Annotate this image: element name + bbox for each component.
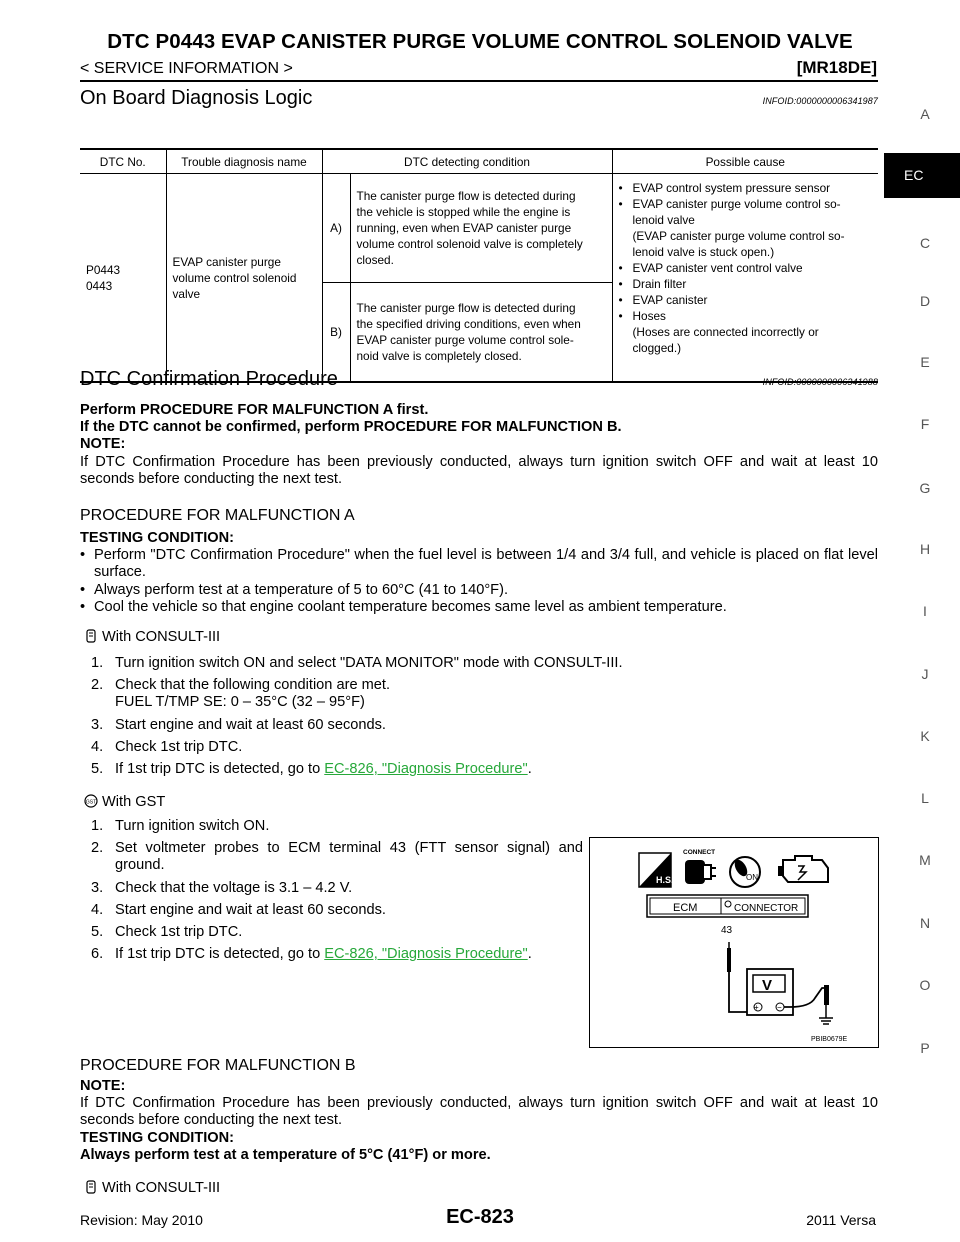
with-consult-heading — [84, 629, 220, 646]
cond-line: the vehicle is stopped while the engine is — [356, 205, 571, 219]
tab-a[interactable]: A — [920, 106, 930, 122]
bullet: • — [618, 181, 623, 195]
step-text: Turn ignition switch ON and select "DATA MONITOR" mode with CONSULT-III. — [115, 655, 623, 671]
tab-f[interactable]: F — [920, 416, 930, 432]
svg-text:GST: GST — [85, 799, 97, 806]
cause-item: lenoid valve — [632, 213, 695, 227]
consult-tool-icon — [84, 1180, 98, 1194]
step-number: 3. — [91, 879, 104, 896]
intro-block — [80, 402, 878, 488]
voltmeter-figure — [589, 837, 879, 1048]
tab-l[interactable]: L — [921, 790, 929, 806]
figure-code: PBIB0679E — [811, 1036, 848, 1043]
dtc-code-alt: 0443 — [86, 278, 113, 293]
dtc-code: P0443 — [86, 262, 121, 277]
bullet — [619, 340, 633, 356]
tab-p[interactable]: P — [920, 1040, 930, 1056]
on-text: ON — [746, 873, 758, 882]
procedure-b-title: PROCEDURE FOR MALFUNCTION B — [80, 1057, 356, 1074]
tab-e[interactable]: E — [920, 354, 930, 370]
step-text: Check 1st trip DTC. — [115, 738, 243, 755]
tab-k[interactable]: K — [920, 728, 930, 744]
procedure-a-title: PROCEDURE FOR MALFUNCTION A — [80, 507, 355, 524]
bullet — [619, 324, 633, 340]
terminal-number: 43 — [721, 925, 733, 936]
step-number: 5. — [91, 761, 104, 778]
step-text: Turn ignition switch ON. — [115, 818, 270, 834]
bullet: • — [618, 261, 623, 275]
diagnosis-procedure-link[interactable]: EC-826, "Diagnosis Procedure" — [324, 946, 528, 963]
disconnected-connector-icon — [683, 849, 716, 884]
step-text-post: . — [527, 946, 532, 963]
consult-tool-icon — [84, 629, 98, 643]
ignition-on-icon — [730, 857, 760, 887]
step-text: Check that the voltage is 3.1 – 4.2 V. — [115, 879, 353, 896]
note-label: NOTE: — [80, 1078, 126, 1094]
diagnosis-procedure-link[interactable]: EC-826, "Diagnosis Procedure" — [324, 761, 528, 778]
step-text: Set voltmeter probes to ECM terminal 43 (FTT sensor signal) and ground. — [115, 840, 583, 874]
tab-o[interactable]: O — [919, 977, 931, 993]
trouble-name-line: valve — [172, 286, 201, 301]
note-text: If DTC Confirmation Procedure has been previously conducted, always turn ignition switch OFF and wait at least 10 seconds before conducting the next test. — [80, 453, 878, 487]
step-number — [91, 694, 115, 711]
step-text: FUEL T/TMP SE: 0 – 35°C (32 – 95°F) — [115, 694, 365, 711]
cond-line: The canister purge flow is detected during — [356, 189, 576, 203]
figure-svg — [590, 838, 878, 1047]
testing-condition-label: TESTING CONDITION: — [80, 530, 235, 546]
cause-item: clogged.) — [632, 341, 682, 355]
step-number: 3. — [91, 716, 104, 733]
step-text: Start engine and wait at least 60 seconds. — [115, 716, 386, 733]
trouble-name-line: volume control solenoid — [172, 270, 297, 285]
cell-dtc-no — [80, 174, 166, 383]
section-title-dtc-confirmation: DTC Confirmation Procedure — [80, 368, 338, 390]
cause-item: EVAP canister vent control valve — [632, 261, 803, 275]
consult-label: With CONSULT-III — [102, 1180, 221, 1196]
bullet — [619, 228, 633, 244]
breadcrumb[interactable]: < SERVICE INFORMATION > — [80, 60, 293, 77]
procedure-b-body — [80, 1078, 878, 1164]
col-header-possible-cause: Possible cause — [612, 149, 878, 174]
bullet: • — [618, 293, 623, 307]
hs-text: H.S. — [656, 875, 674, 885]
cause-item: (Hoses are connected incorrectly or — [632, 325, 819, 339]
plus-sign: + — [754, 1003, 759, 1012]
engine-icon — [778, 856, 828, 882]
connector-text: CONNECTOR — [734, 903, 799, 914]
gst-label: With GST — [102, 794, 166, 810]
ecm-text: ECM — [673, 902, 698, 914]
with-gst-heading — [84, 794, 165, 811]
procedure-a-conditions — [80, 530, 878, 616]
tab-n[interactable]: N — [919, 915, 931, 931]
tab-i[interactable]: I — [923, 603, 927, 619]
cause-item: Hoses — [632, 309, 666, 323]
cause-item: lenoid valve is stuck open.) — [632, 245, 775, 259]
step-number: 1. — [91, 655, 104, 671]
table-header-row — [80, 149, 878, 174]
step-number: 2. — [91, 840, 104, 857]
info-id: INFOID:0000000006341988 — [762, 377, 878, 387]
ecm-connector-icon — [647, 895, 808, 917]
step-text-pre: If 1st trip DTC is detected, go to — [115, 761, 325, 778]
col-header-trouble-name: Trouble diagnosis name — [166, 149, 322, 174]
tab-j[interactable]: J — [921, 666, 929, 682]
cause-item: (EVAP canister purge volume control so- — [632, 229, 845, 243]
intro-line: If the DTC cannot be confirmed, perform PROCEDURE FOR MALFUNCTION B. — [80, 419, 622, 436]
bullet: • — [80, 547, 86, 564]
with-consult-heading-b — [84, 1180, 220, 1197]
col-header-detecting-condition: DTC detecting condition — [322, 149, 612, 174]
hs-icon — [639, 853, 674, 887]
cond-line: closed. — [356, 253, 394, 267]
intro-line: Perform PROCEDURE FOR MALFUNCTION A first. — [80, 402, 429, 418]
step-text: Check that the following condition are met. — [115, 677, 391, 694]
tab-d[interactable]: D — [919, 293, 931, 309]
bullet: • — [80, 581, 86, 598]
gst-steps — [91, 818, 583, 963]
voltmeter-icon — [747, 969, 826, 1015]
cond-line: volume control solenoid valve is completely — [356, 237, 583, 251]
testing-condition-label: TESTING CONDITION: — [80, 1129, 235, 1146]
cause-item: EVAP canister purge volume control so- — [632, 197, 841, 211]
section-title-obd-logic: On Board Diagnosis Logic — [80, 87, 313, 109]
note-label: NOTE: — [80, 436, 126, 453]
step-number: 6. — [91, 946, 104, 963]
header-rule — [80, 80, 878, 82]
step-text — [115, 946, 532, 963]
book-title: 2011 Versa — [806, 1212, 876, 1228]
cell-condition-a — [350, 174, 612, 283]
step-number: 5. — [91, 924, 104, 941]
cell-trouble-name — [166, 174, 322, 383]
step-number: 4. — [91, 901, 104, 918]
step-text — [115, 761, 532, 778]
cause-item: EVAP canister — [632, 293, 708, 307]
bullet: • — [80, 598, 86, 615]
condition-item: Perform "DTC Confirmation Procedure" when the fuel level is between 1/4 and 3/4 full, and vehicle is placed on flat level surface. — [94, 547, 878, 581]
tab-g[interactable]: G — [919, 480, 931, 496]
bullet: • — [618, 309, 623, 323]
step-number: 2. — [91, 677, 104, 694]
cell-condition-b — [350, 283, 612, 383]
condition-item: Cool the vehicle so that engine coolant temperature becomes same level as ambient temperature. — [94, 598, 727, 615]
tab-c[interactable]: C — [919, 235, 931, 251]
cell-possible-cause — [612, 174, 878, 383]
cause-item: Drain filter — [632, 277, 687, 291]
tab-h[interactable]: H — [919, 541, 931, 557]
step-text: Start engine and wait at least 60 seconds. — [115, 901, 386, 918]
revision-date: Revision: May 2010 — [80, 1212, 203, 1228]
cause-item: EVAP control system pressure sensor — [632, 181, 831, 195]
cond-line: the specified driving conditions, even when — [356, 317, 581, 331]
table-row — [80, 174, 878, 283]
meter-text: V — [762, 977, 773, 994]
consult-steps — [91, 655, 871, 778]
bullet: • — [618, 277, 623, 291]
note-text: If DTC Confirmation Procedure has been previously conducted, always turn ignition switch OFF and wait at least 10 seconds before conducting the next test. — [80, 1095, 878, 1129]
step-text-pre: If 1st trip DTC is detected, go to — [115, 946, 325, 963]
cond-line: noid valve is completely closed. — [356, 349, 522, 363]
step-text-post: . — [527, 761, 532, 778]
gst-tool-icon — [84, 794, 98, 808]
minus-sign: − — [777, 1003, 782, 1012]
testing-condition-text: Always perform test at a temperature of 5°C (41°F) or more. — [80, 1146, 491, 1163]
cond-line: running, even when EVAP canister purge — [356, 221, 572, 235]
tab-m[interactable]: M — [919, 852, 931, 868]
tab-ec-active[interactable]: EC — [884, 153, 960, 198]
cond-b-label: B) — [322, 283, 350, 383]
trouble-name-line: EVAP canister purge — [172, 254, 281, 269]
col-header-dtc-no: DTC No. — [80, 149, 166, 174]
info-id: INFOID:0000000006341987 — [762, 96, 878, 106]
page-number: EC-823 — [446, 1206, 514, 1228]
bullet — [619, 244, 633, 260]
cond-a-label: A) — [322, 174, 350, 283]
bullet — [619, 212, 633, 228]
condition-item: Always perform test at a temperature of 5 to 60°C (41 to 140°F). — [94, 581, 508, 598]
model-code: [MR18DE] — [796, 58, 877, 77]
cond-line: The canister purge flow is detected during — [356, 301, 576, 315]
page-title: DTC P0443 EVAP CANISTER PURGE VOLUME CONTROL SOLENOID VALVE — [107, 30, 853, 53]
step-text: Check 1st trip DTC. — [115, 924, 243, 941]
step-number: 1. — [91, 818, 104, 834]
dtc-table — [80, 148, 878, 383]
step-number: 4. — [91, 738, 104, 755]
cond-line: EVAP canister purge volume control sole- — [356, 333, 574, 347]
bullet: • — [618, 197, 623, 211]
consult-label: With CONSULT-III — [102, 629, 221, 645]
connect-text: CONNECT — [683, 849, 716, 856]
